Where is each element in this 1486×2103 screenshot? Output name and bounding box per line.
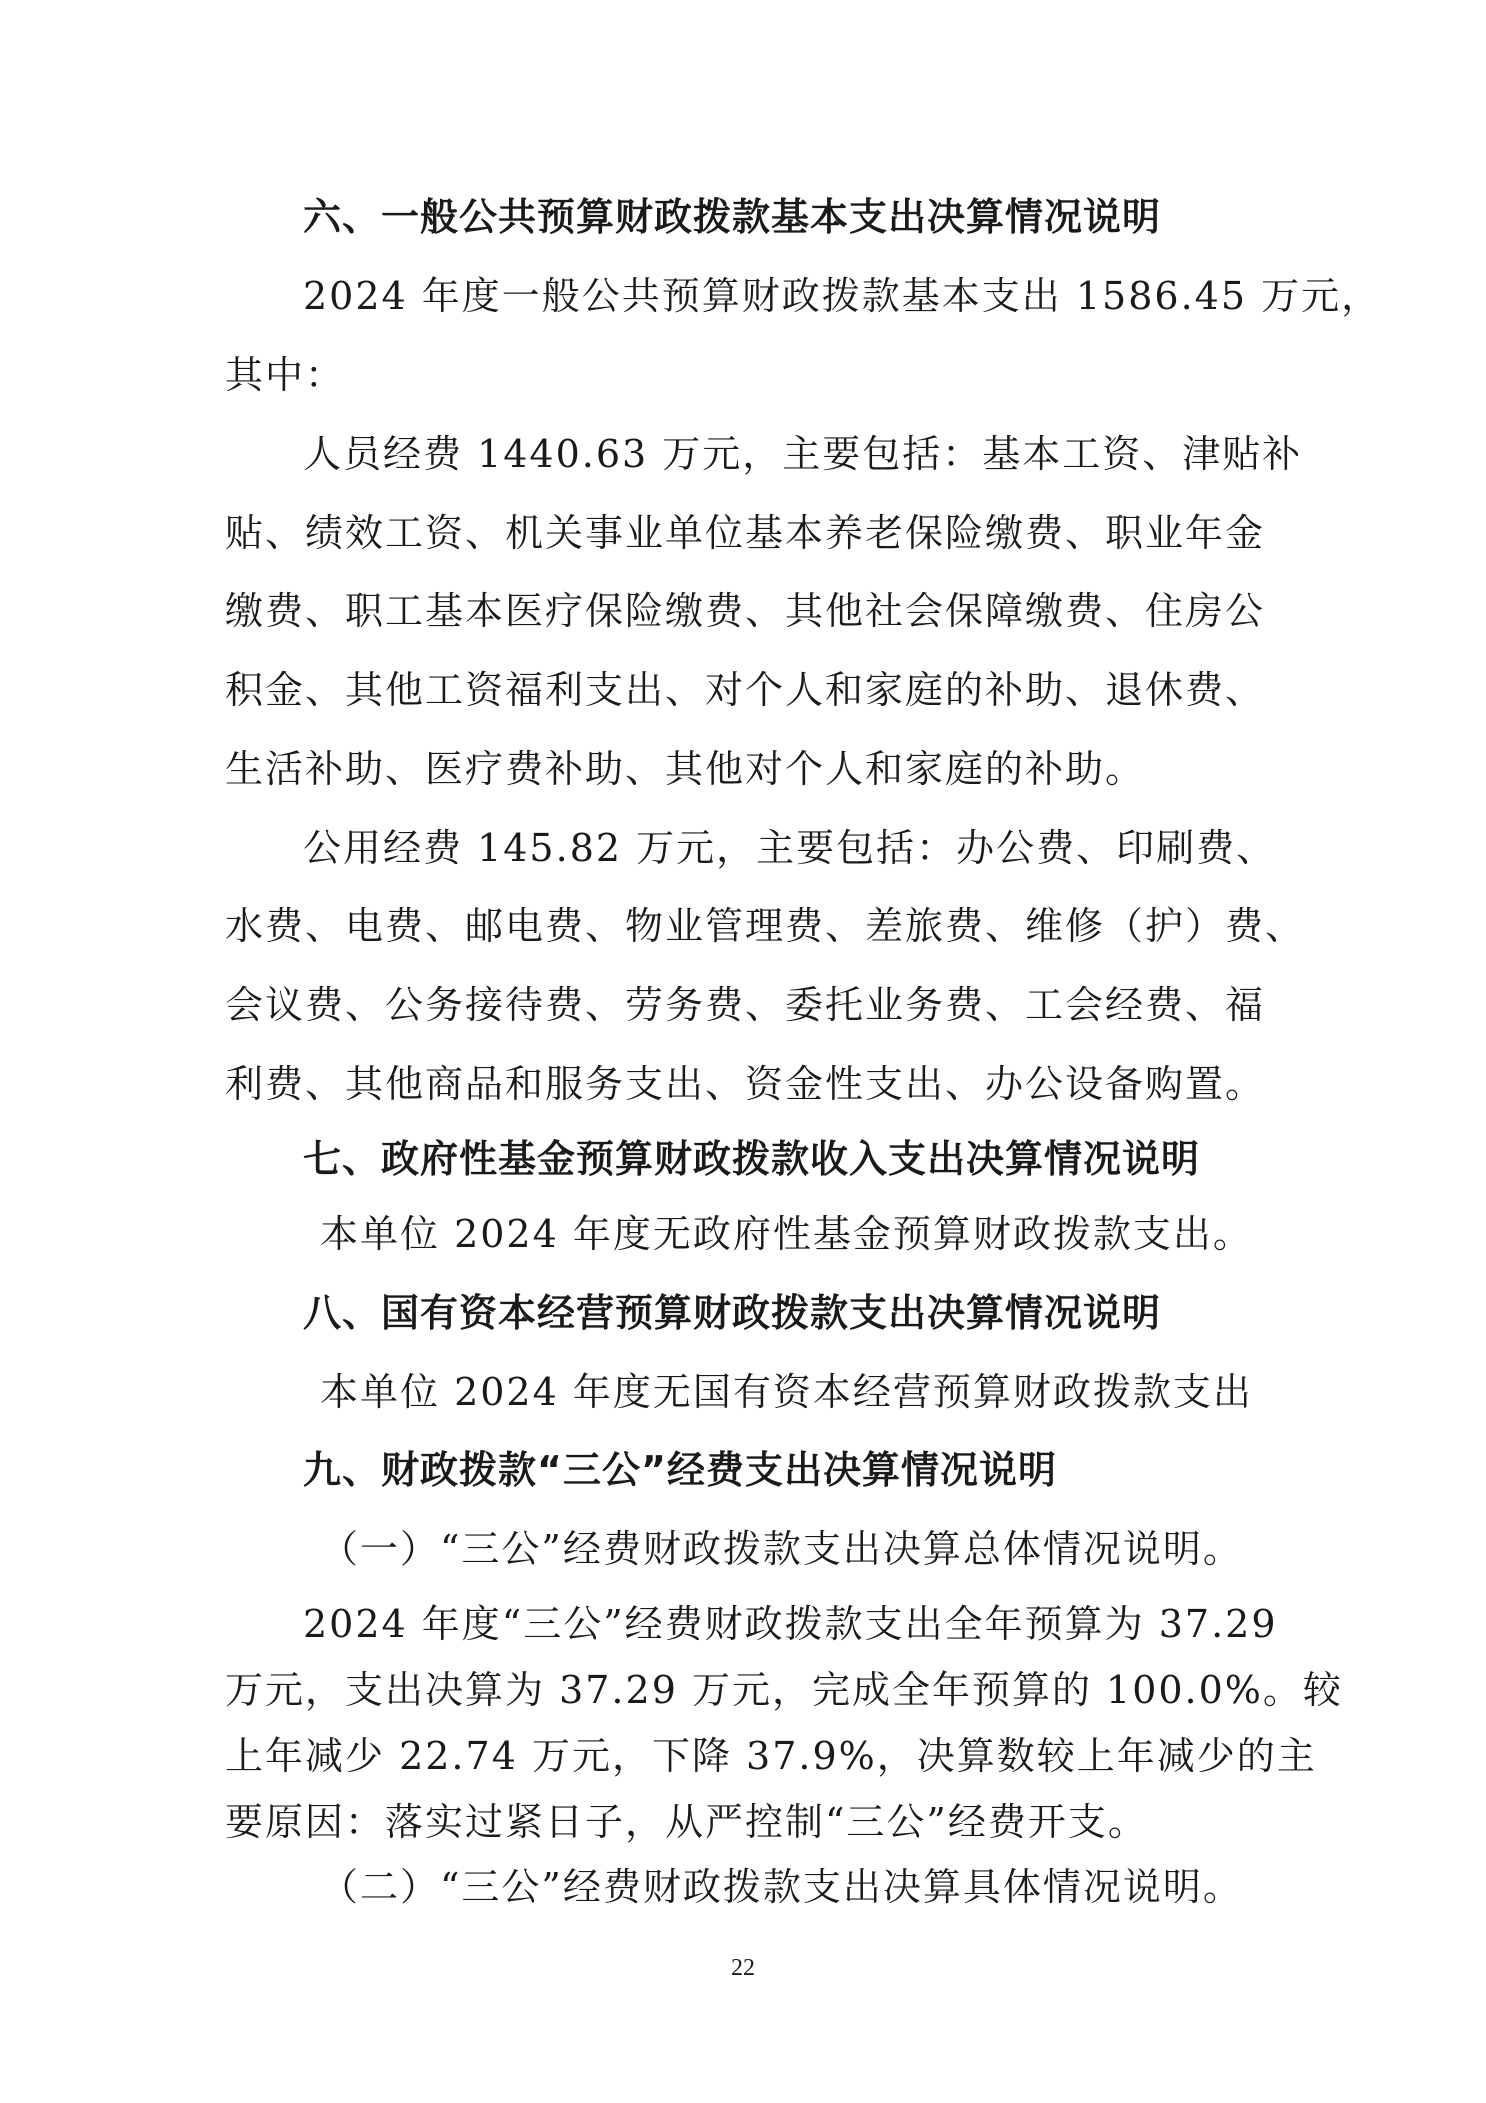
paragraph-line: 会议费、公务接待费、劳务费、委托业务费、工会经费、福 bbox=[225, 983, 1266, 1027]
subsection-heading: （一）“三公”经费财政拨款支出决算总体情况说明。 bbox=[320, 1527, 1243, 1571]
section-heading-9: 九、财政拨款“三公”经费支出决算情况说明 bbox=[303, 1448, 1057, 1492]
section-heading-6: 六、一般公共预算财政拨款基本支出决算情况说明 bbox=[303, 195, 1162, 239]
paragraph-line: 公用经费 145.82 万元，主要包括：办公费、印刷费、 bbox=[303, 826, 1277, 870]
paragraph-line: 利费、其他商品和服务支出、资金性支出、办公设备购置。 bbox=[225, 1062, 1266, 1106]
paragraph-line: 人员经费 1440.63 万元，主要包括：基本工资、津贴补 bbox=[303, 432, 1303, 476]
paragraph-line: 本单位 2024 年度无政府性基金预算财政拨款支出。 bbox=[320, 1212, 1253, 1256]
paragraph-line: 积金、其他工资福利支出、对个人和家庭的补助、退休费、 bbox=[225, 668, 1266, 712]
page-number: 22 bbox=[731, 1955, 755, 1981]
paragraph-line: 要原因：落实过紧日子，从严控制“三公”经费开支。 bbox=[225, 1800, 1148, 1844]
paragraph-line: 贴、绩效工资、机关事业单位基本养老保险缴费、职业年金 bbox=[225, 511, 1266, 555]
paragraph-line: 水费、电费、邮电费、物业管理费、差旅费、维修（护）费、 bbox=[225, 904, 1306, 948]
subsection-heading: （二）“三公”经费财政拨款支出决算具体情况说明。 bbox=[320, 1865, 1243, 1909]
paragraph-line: 缴费、职工基本医疗保险缴费、其他社会保障缴费、住房公 bbox=[225, 589, 1266, 633]
paragraph-line: 2024 年度一般公共预算财政拨款基本支出 1586.45 万元， bbox=[303, 274, 1382, 318]
paragraph-line: 万元，支出决算为 37.29 万元，完成全年预算的 100.0%。较 bbox=[225, 1668, 1343, 1712]
paragraph-line: 本单位 2024 年度无国有资本经营预算财政拨款支出 bbox=[320, 1370, 1253, 1414]
paragraph-line: 生活补助、医疗费补助、其他对个人和家庭的补助。 bbox=[225, 747, 1146, 791]
section-heading-7: 七、政府性基金预算财政拨款收入支出决算情况说明 bbox=[303, 1137, 1201, 1181]
paragraph-line: 上年减少 22.74 万元，下降 37.9%，决算数较上年减少的主 bbox=[225, 1734, 1317, 1778]
section-heading-8: 八、国有资本经营预算财政拨款支出决算情况说明 bbox=[303, 1291, 1162, 1335]
paragraph-line: 2024 年度“三公”经费财政拨款支出全年预算为 37.29 bbox=[303, 1602, 1278, 1646]
paragraph-line: 其中： bbox=[225, 353, 346, 397]
